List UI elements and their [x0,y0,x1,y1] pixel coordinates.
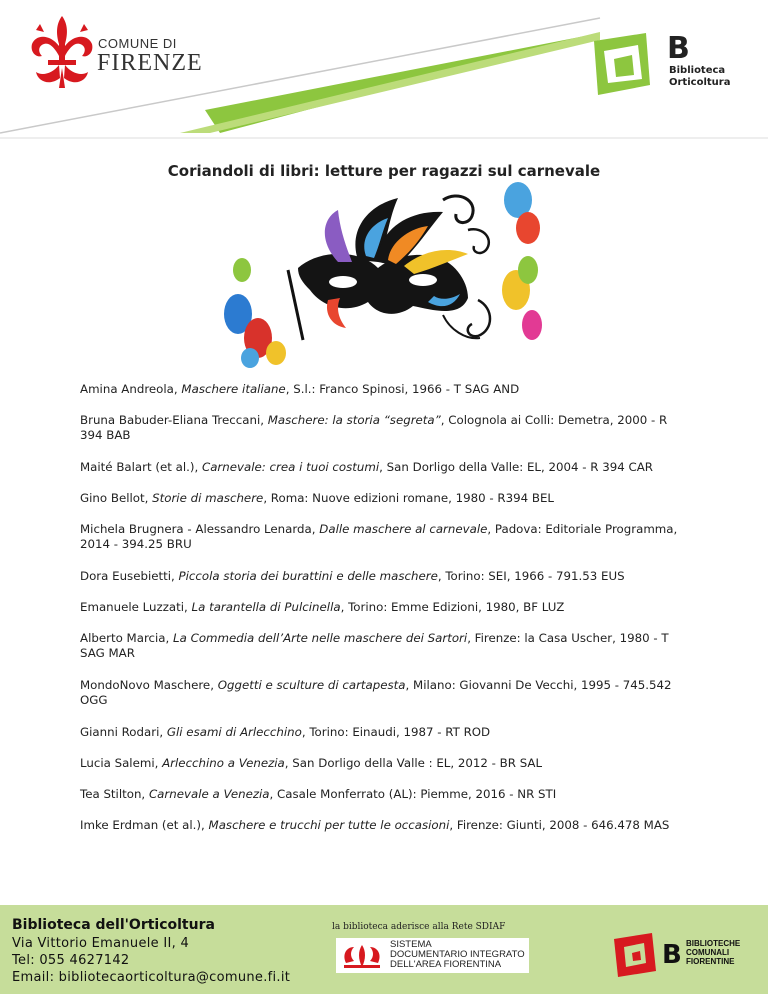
entry-details: , Casale Monferrato (AL): Piemme, 2016 - NR STI [269,787,557,801]
entry-details: , Torino: Emme Edizioni, 1980, BF LUZ [340,600,565,614]
entry-details: , Padova: Editoriale Programma, 2014 - 394.25 BRU [80,522,678,551]
entry-author: Gianni Rodari, [80,725,167,739]
entry-author: Maité Balart (et al.), [80,460,202,474]
sdiaf-logo-icon [340,941,384,971]
biblioteca-logo-icon [590,33,660,103]
bibliography-entry [80,678,685,708]
bibliography-entry [80,725,685,740]
entry-details: , S.l.: Franco Spinosi, 1966 - T SAG AND [285,382,520,396]
library-logo-line2: Orticoltura [669,77,731,88]
entry-author: Dora Eusebietti, [80,569,179,583]
bibliography-entry [80,522,685,552]
biblioteche-comunali-text [686,939,740,966]
bcf-line2: COMUNALI [686,948,730,957]
library-logo-line1: Biblioteca [669,65,726,76]
entry-details: , Colognola ai Colli: Demetra, 2000 - R 394 BAB [80,413,668,442]
bibliography-entry [80,569,685,584]
entry-title: Gli esami di Arlecchino [166,725,302,739]
bibliography-entry [80,600,685,615]
bcf-line3: FIORENTINE [686,957,735,966]
svg-text:B: B [662,940,682,970]
entry-title: Carnevale a Venezia [148,787,270,801]
page-footer [0,905,768,994]
page-title: Coriandoli di libri: letture per ragazzi sul carnevale [167,162,601,180]
bcf-line1: BIBLIOTECHE [686,939,741,948]
comune-label: COMUNE DI [98,36,177,51]
carnival-mask-illustration [228,190,539,363]
sdiaf-line2: DOCUMENTARIO INTEGRATO [390,949,525,960]
entry-author: Gino Bellot, [80,491,153,505]
entry-title: Carnevale: crea i tuoi costumi [201,460,380,474]
entry-details: , Roma: Nuove edizioni romane, 1980 - R394 BEL [263,491,554,505]
sdiaf-line1: SISTEMA [390,939,432,950]
balloon-green [518,256,538,284]
bibliography-entry [80,787,685,802]
library-logo-letter: B [667,31,690,66]
entry-author: Imke Erdman (et al.), [80,818,209,832]
entry-author: Bruna Babuder-Eliana Treccani, [80,413,268,427]
entry-details: , San Dorligo della Valle: EL, 2004 - R 394 CAR [379,460,653,474]
entry-title: Arlecchino a Venezia [162,756,285,770]
entry-details: , San Dorligo della Valle : EL, 2012 - BR SAL [284,756,543,770]
entry-title: Dalle maschere al carnevale [319,522,488,536]
bibliography-entry [80,756,685,771]
footer-address: Via Vittorio Emanuele II, 4 [12,936,190,951]
bibliography-entry [80,382,685,397]
balloon-pink [522,310,542,340]
entry-author: Lucia Salemi, [80,756,163,770]
entry-details: , Firenze: Giunti, 2008 - 646.478 MAS [449,818,670,832]
footer-library-name: Biblioteca dell'Orticoltura [12,917,215,933]
entry-title: Maschere e trucchi per tutte le occasioni [208,818,450,832]
entry-details: , Milano: Giovanni De Vecchi, 1995 - 745.542 OGG [80,678,672,707]
footer-email: Email: bibliotecaorticoltura@comune.fi.it [12,970,291,985]
bibliography-entry [80,413,685,443]
balloon-red [516,212,540,244]
entry-details: , Torino: Einaudi, 1987 - RT ROD [301,725,491,739]
entry-details: , Firenze: la Casa Uscher, 1980 - T SAG MAR [80,631,669,660]
sdiaf-logo-text [390,940,525,970]
biblioteche-comunali-logo-icon [612,933,682,985]
bibliography-entry [80,631,685,661]
entry-title: Piccola storia dei burattini e delle maschere [178,569,438,583]
balloon-yellow-left [266,341,286,365]
entry-author: Alberto Marcia, [80,631,174,645]
entry-title: Maschere italiane [181,382,286,396]
bibliography-entry [80,818,685,833]
balloon-green-left [233,258,251,282]
entry-title: Oggetti e sculture di cartapesta [217,678,406,692]
bibliography-entry [80,491,685,506]
entry-details: , Torino: SEI, 1966 - 791.53 EUS [437,569,625,583]
entry-title: Maschere: la storia “segreta” [267,413,441,427]
entry-title: La tarantella di Pulcinella [191,600,341,614]
entry-author: Michela Brugnera - Alessandro Lenarda, [80,522,320,536]
library-logo-name [669,65,730,89]
page-header [0,0,768,145]
entry-author: Amina Andreola, [80,382,182,396]
entry-title: La Commedia dell’Arte nelle maschere dei Sartori [173,631,468,645]
sdiaf-line3: DELL'AREA FIORENTINA [390,959,502,970]
comune-city: FIRENZE [97,50,203,76]
bibliography-entry [80,460,685,475]
sdiaf-note: la biblioteca aderisce alla Rete SDIAF [332,922,506,932]
entry-title: Storie di maschere [152,491,264,505]
entry-author: Emanuele Luzzati, [80,600,192,614]
footer-phone: Tel: 055 4627142 [12,953,130,968]
entry-author: Tea Stilton, [80,787,149,801]
entry-author: MondoNovo Maschere, [80,678,218,692]
florence-lily-icon [26,12,98,92]
